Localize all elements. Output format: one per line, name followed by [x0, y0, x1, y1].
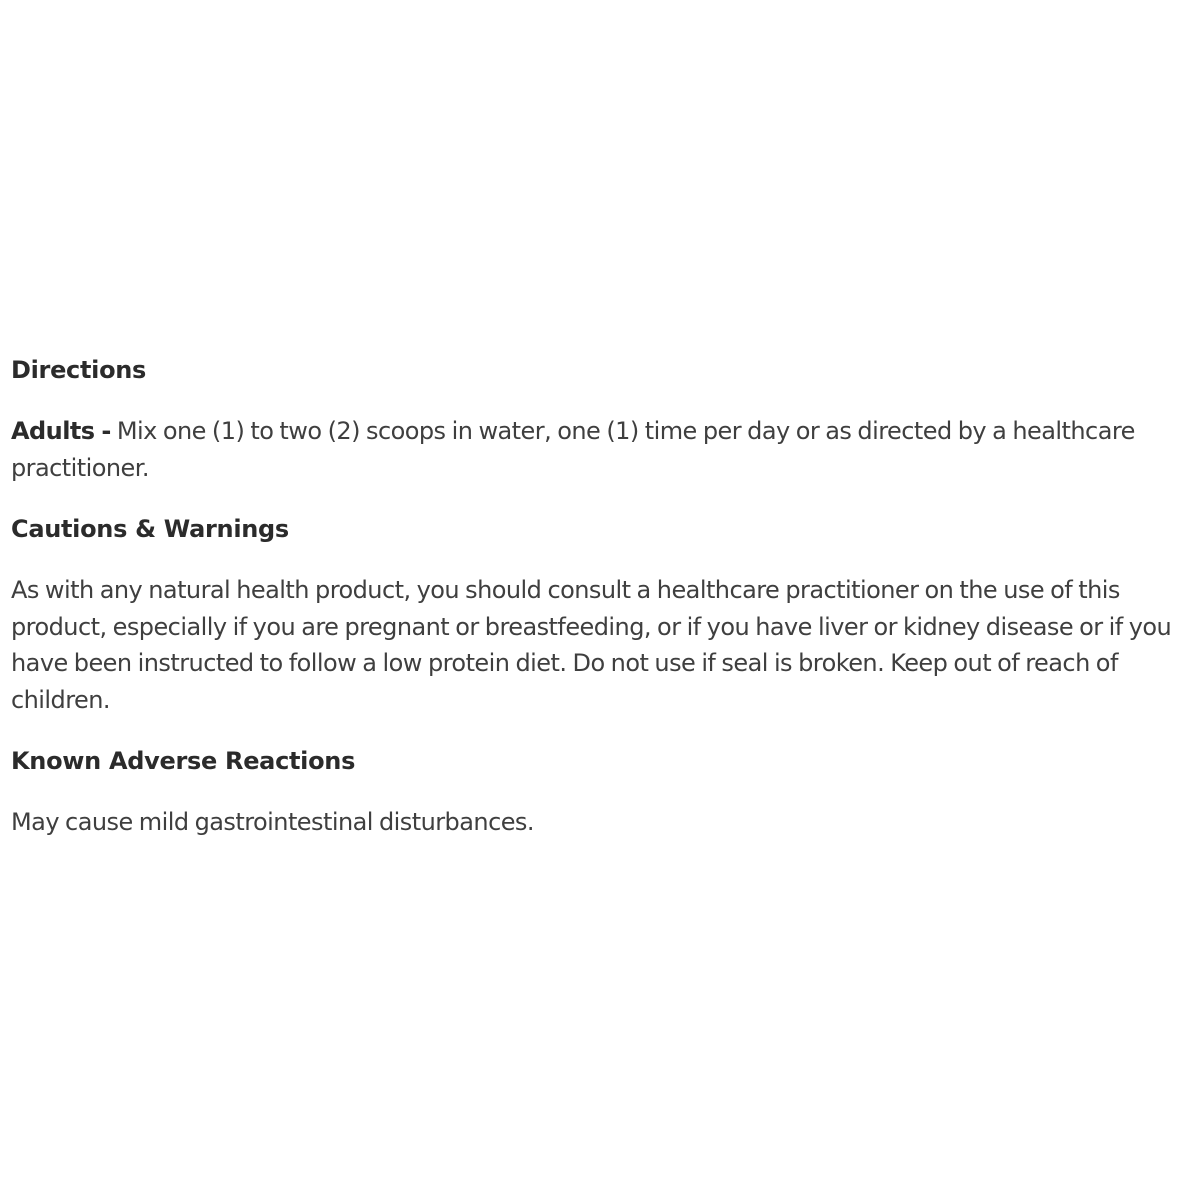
- adverse-reactions-paragraph: May cause mild gastrointestinal disturbances.: [11, 808, 534, 836]
- directions-adults-paragraph: [11, 413, 1197, 486]
- adults-label: Adults -: [11, 417, 111, 445]
- product-info-section: [11, 352, 1197, 841]
- directions-heading: Directions: [11, 356, 147, 384]
- cautions-paragraph: As with any natural health product, you should consult a healthcare practitioner on the use of this product, especially if you are pregnant or breastfeeding, or if you have liver or kidney disease or if you have been instructed to follow a low protein diet. Do not use if seal is broken. Keep out of reach of children.: [11, 576, 1172, 714]
- adverse-reactions-heading: Known Adverse Reactions: [11, 747, 356, 775]
- cautions-heading: Cautions & Warnings: [11, 515, 289, 543]
- adults-directions-text: Mix one (1) to two (2) scoops in water, one (1) time per day or as directed by a healthcare practitioner.: [11, 417, 1135, 482]
